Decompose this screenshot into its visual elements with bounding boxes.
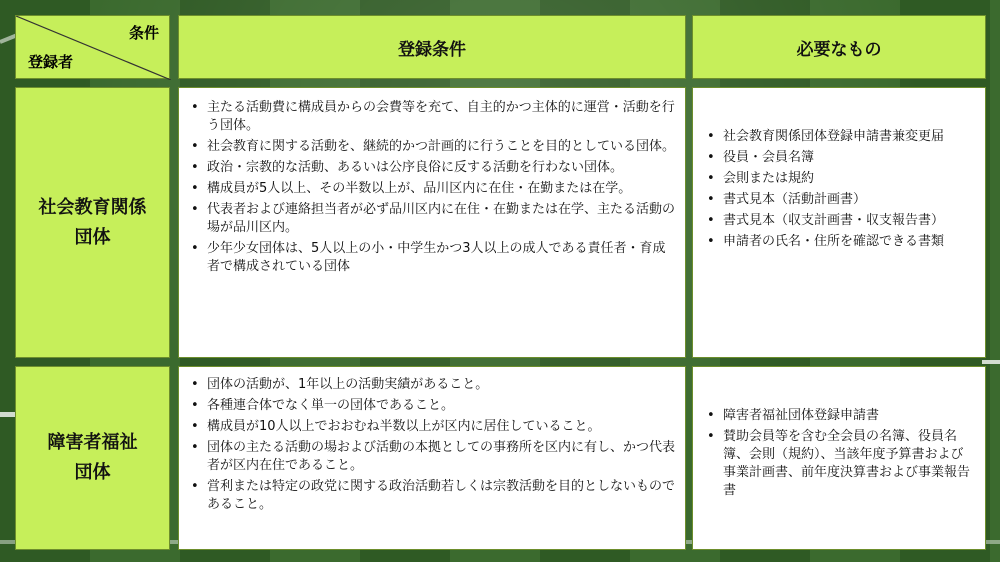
- list-item: • 構成員が5人以上、その半数以上が、品川区内に在住・在勤または在学。: [207, 180, 675, 198]
- list-item: • 役員・会員名簿: [723, 149, 975, 167]
- list-item: • 会則または規約: [723, 170, 975, 188]
- list-item: • 少年少女団体は、5人以上の小・中学生かつ3人以上の成人である責任者・育成者で構成されている団体: [207, 240, 675, 276]
- row-label-line: 団体: [74, 226, 111, 248]
- list-item: • 営利または特定の政党に関する政治活動若しくは宗教活動を目的としないものであること。: [207, 478, 675, 514]
- list-item: • 構成員が10人以上でおおむね半数以上が区内に居住していること。: [207, 418, 675, 436]
- list-item: • 賛助会員等を含む全会員の名簿、役員名簿、会則（規約）、当該年度予算書および事業計画書、前年度決算書および事業報告書: [723, 428, 975, 500]
- list-item: • 社会教育に関する活動を、継続的かつ計画的に行うことを目的としている団体。: [207, 138, 675, 156]
- list-item: • 団体の主たる活動の場および活動の本拠としての事務所を区内に有し、かつ代表者が区内在住であること。: [207, 439, 675, 475]
- list-item: • 政治・宗教的な活動、あるいは公序良俗に反する活動を行わない団体。: [207, 159, 675, 177]
- list-item: • 代表者および連絡担当者が必ず品川区内に在住・在勤または在学、主たる活動の場が品川区内。: [207, 201, 675, 237]
- list-item: • 書式見本（収支計画書・収支報告書）: [723, 212, 975, 230]
- header-conditions: [178, 15, 686, 79]
- row-label-line: 社会教育関係: [38, 196, 147, 218]
- conditions-cell-social-education: [178, 87, 686, 358]
- list-item: • 社会教育関係団体登録申請書兼変更届: [723, 128, 975, 146]
- required-cell-disability-welfare: [692, 366, 986, 550]
- list-item: • 障害者福祉団体登録申請書: [723, 407, 975, 425]
- conditions-list: [183, 99, 675, 276]
- row-label-disability-welfare: [15, 366, 170, 550]
- row-label-social-education: [15, 87, 170, 358]
- required-list: [699, 407, 975, 500]
- header-required-label: 必要なもの: [796, 39, 882, 60]
- list-item: • 団体の活動が、1年以上の活動実績があること。: [207, 376, 675, 394]
- required-list: [699, 128, 975, 251]
- table-corner-header: [15, 15, 170, 79]
- header-required: [692, 15, 986, 79]
- list-item: • 各種連合体でなく単一の団体であること。: [207, 397, 675, 415]
- header-conditions-label: 登録条件: [398, 39, 466, 60]
- row-label-line: 障害者福祉: [47, 432, 138, 453]
- row-label-line: 団体: [74, 462, 111, 483]
- corner-registrant-label: 登録者: [28, 53, 74, 71]
- list-item: • 申請者の氏名・住所を確認できる書類: [723, 233, 975, 251]
- field-line: [982, 360, 1000, 364]
- required-cell-social-education: [692, 87, 986, 358]
- corner-condition-label: 条件: [128, 24, 159, 42]
- conditions-list: [183, 376, 675, 514]
- conditions-cell-disability-welfare: [178, 366, 686, 550]
- list-item: • 主たる活動費に構成員からの会費等を充て、自主的かつ主体的に運営・活動を行う団体。: [207, 99, 675, 135]
- list-item: • 書式見本（活動計画書）: [723, 191, 975, 209]
